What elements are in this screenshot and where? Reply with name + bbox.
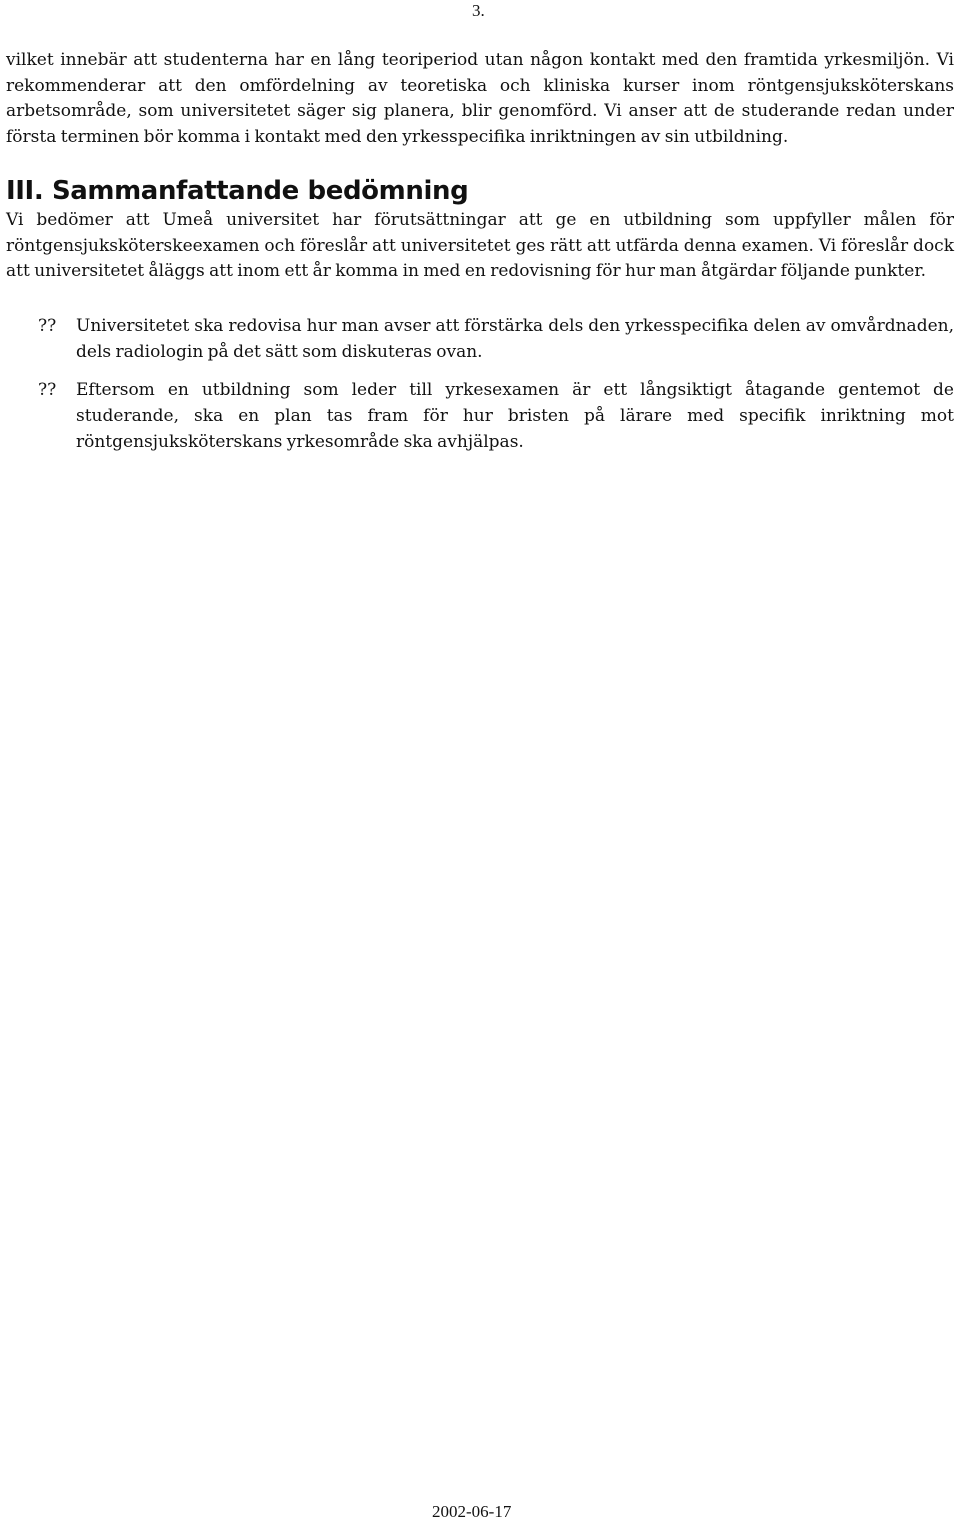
assessment-paragraph: Vi bedömer att Umeå universitet har förutsättningar att ge en utbildning som uppfyller målen för röntgensjuksköterskeexamen och föreslår att universitetet ges rätt att utfärda denna examen. Vi föreslår dock att universitetet åläggs att inom ett år komma in med en redovisning för hur man åtgärdar följande punkter. bbox=[6, 210, 954, 282]
intro-paragraph: vilket innebär att studenterna har en lång teoriperiod utan någon kontakt med den framtida yrkesmiljön. Vi rekommenderar att den omfördelning av teoretiska och kliniska kurser inom röntgensjuksköterskans arbetsområde, som universitetet säger sig planera, blir genomförd. Vi anser att de studerande redan under första terminen bör komma i kontakt med den yrkesspecifika inriktningen av sin utbildning. bbox=[6, 50, 954, 148]
action-points-list bbox=[6, 314, 954, 469]
list-item bbox=[6, 378, 954, 455]
list-item-text: Eftersom en utbildning som leder till yrkesexamen är ett långsiktigt åtagande gentemot de studerande, ska en plan tas fram för hur bristen på lärare med specifik inriktning mot röntgensjuksköterskans yrkesområde ska avhjälpas. bbox=[76, 380, 954, 452]
section-heading: III. Sammanfattande bedömning bbox=[6, 176, 469, 206]
list-item-text: Universitetet ska redovisa hur man avser att förstärka dels den yrkesspecifika delen av omvårdnaden, dels radiologin på det sätt som diskuteras ovan. bbox=[76, 316, 954, 362]
page-number: 3. bbox=[472, 1, 485, 20]
footer-date: 2002-06-17 bbox=[432, 1502, 512, 1521]
bullet-marker: ?? bbox=[38, 316, 57, 336]
bullet-marker: ?? bbox=[38, 380, 57, 401]
list-item bbox=[6, 314, 954, 365]
